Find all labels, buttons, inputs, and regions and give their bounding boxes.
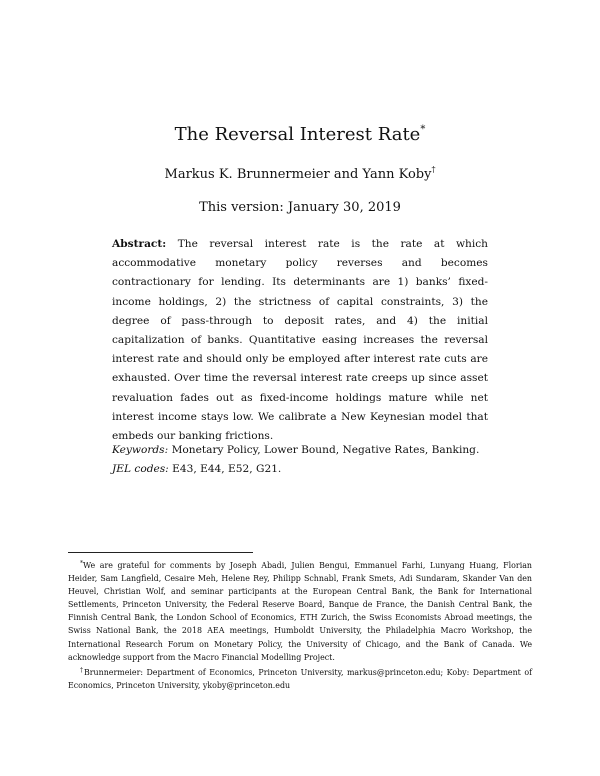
keywords-text: Monetary Policy, Lower Bound, Negative Rates, Banking. [171, 444, 480, 456]
footnote-mark: * [80, 560, 83, 567]
jel-label: JEL codes: [112, 463, 169, 475]
keywords-block [112, 441, 488, 479]
footnote-mark: † [80, 666, 84, 674]
title-footnote-mark: * [420, 124, 426, 135]
jel-line [112, 460, 488, 479]
footnote-divider [68, 552, 253, 553]
title-text: The Reversal Interest Rate [174, 124, 421, 145]
abstract-label: Abstract: [112, 238, 167, 250]
keywords-line [112, 441, 488, 460]
jel-text: E43, E44, E52, G21. [172, 463, 282, 475]
paper-title [0, 118, 600, 147]
abstract-text: The reversal interest rate is the rate at which accommodative monetary policy reverses and becomes contractionary for lending. Its determinants are 1) banks’ fixed-income holdings, 2) the strictness of capital constraints, 3) the degree of pass-through to deposit rates, and 4) the initial capitalization of banks. Quantitative easing increases the reversal interest rate and should only be employed after interest rate cuts are exhausted. Over time the reversal interest rate creeps up since asset revaluation fades out as fixed-income holdings mature while net interest income stays low. We calibrate a New Keynesian model that embeds our banking frictions. [112, 238, 488, 443]
footnote-text: Brunnermeier: Department of Economics, Princeton University, markus@princeton.edu; Koby: Department of Economics, Princeton University, ykoby@princeton.edu [68, 667, 532, 690]
authors-footnote-mark: † [431, 165, 436, 174]
footnote-acknowledgements [68, 557, 532, 664]
footnote-text: We are grateful for comments by Joseph Abadi, Julien Bengui, Emmanuel Farhi, Lunyang Huang, Florian Heider, Sam Langfield, Cesaire Meh, Helene Rey, Philipp Schnabl, Frank Smets, Adi Sundaram, Skander Van den Heuvel, Christian Wolf, and seminar participants at the European Central Bank, the Bank for International Settlements, Princeton University, the Federal Reserve Board, Banque de France, the Danish Central Bank, the Finnish Central Bank, the London School of Economics, ETH Zurich, the Swiss Economists Abroad meetings, the Swiss National Bank, the 2018 AEA meetings, Humboldt University, the Philadelphia Macro Workshop, the International Research Forum on Monetary Policy, the University of Chicago, and the Bank of Canada. We acknowledge support from the Macro Financial Modelling Project. [68, 561, 532, 662]
keywords-label: Keywords: [112, 444, 169, 456]
paper-authors [0, 161, 600, 184]
footnote-affiliations [68, 664, 532, 692]
authors-text: Markus K. Brunnermeier and Yann Koby [164, 167, 432, 182]
abstract [112, 235, 488, 446]
footnotes [68, 557, 532, 692]
version-date: This version: January 30, 2019 [199, 200, 401, 215]
